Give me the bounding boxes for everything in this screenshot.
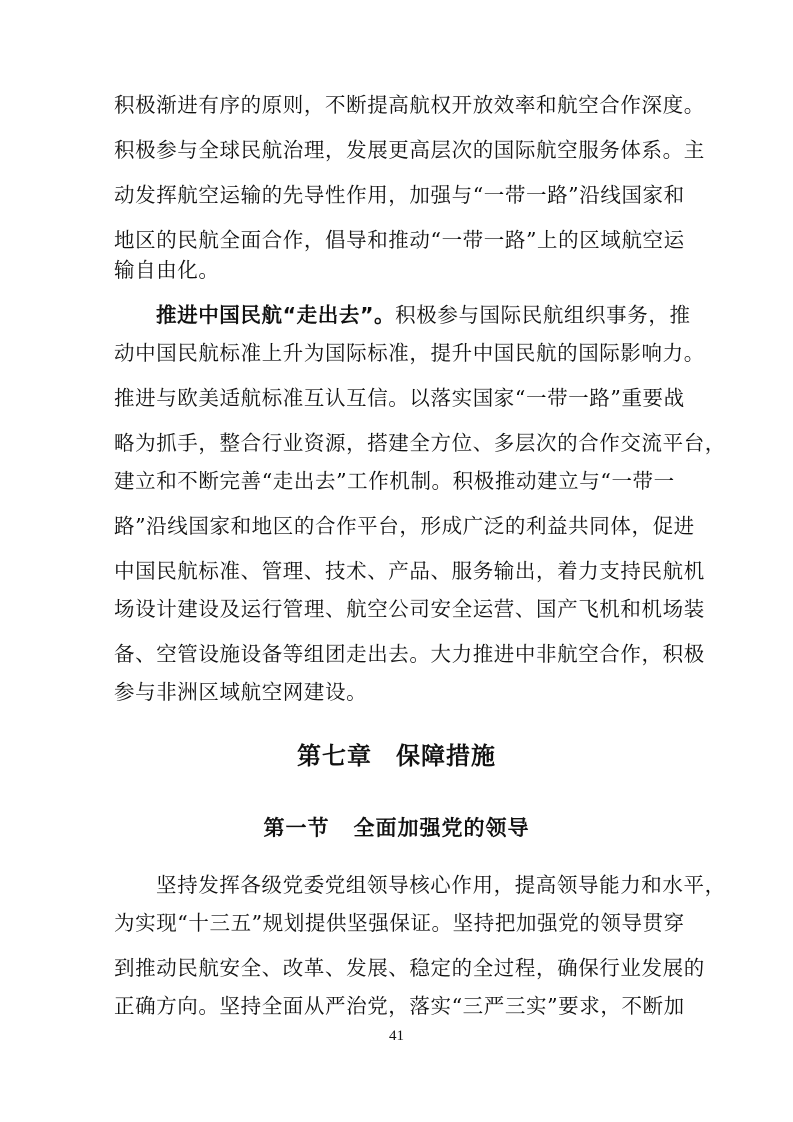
- chapter-number: 第七章: [297, 742, 372, 770]
- para3-line-3: 到推动民航安全、改革、发展、稳定的全过程，确保行业发展的: [114, 956, 705, 980]
- para3-line-2: 为实现“十三五”规划提供坚强保证。坚持把加强党的领导贯穿: [114, 911, 685, 935]
- page-number: 41: [389, 1028, 404, 1044]
- para2-line-3: 推进与欧美适航标准互认互信。以落实国家“一带一路”重要战: [114, 386, 685, 410]
- para2-bold-lead: 推进中国民航“走出去”。: [156, 303, 396, 327]
- para2-line-6: 路”沿线国家和地区的合作平台，形成广泛的利益共同体，促进: [114, 514, 695, 538]
- section-number: 第一节: [263, 816, 330, 840]
- para3-line-4: 正确方向。坚持全面从严治党，落实“三严三实”要求，不断加: [114, 994, 685, 1018]
- para1-line-4: 地区的民航全面合作，倡导和推动“一带一路”上的区域航空运: [114, 228, 685, 252]
- chapter-title: [0, 740, 793, 772]
- para1-line-5: 输自由化。: [114, 258, 220, 282]
- para2-line-4: 略为抓手，整合行业资源，搭建全方位、多层次的合作交流平台，: [114, 431, 726, 455]
- chapter-name: 保障措施: [396, 742, 496, 770]
- para3-line-1: 坚持发挥各级党委党组领导核心作用，提高领导能力和水平，: [156, 873, 726, 897]
- para2-first-rest: 积极参与国际民航组织事务，推: [395, 303, 691, 327]
- para2-line-8: 场设计建设及运行管理、航空公司安全运营、国产飞机和机场装: [114, 597, 705, 621]
- para2-line-5: 建立和不断完善“走出去”工作机制。积极推动建立与“一带一: [114, 469, 675, 493]
- section-title: [0, 813, 793, 843]
- para1-line-2: 积极参与全球民航治理，发展更高层次的国际航空服务体系。主: [114, 138, 705, 162]
- para1-line-3: 动发挥航空运输的先导性作用，加强与“一带一路”沿线国家和: [114, 183, 685, 207]
- para2-line-10: 参与非洲区域航空网建设。: [114, 680, 368, 704]
- para2-line-7: 中国民航标准、管理、技术、产品、服务输出，着力支持民航机: [114, 559, 705, 583]
- para2-line-2: 动中国民航标准上升为国际标准，提升中国民航的国际影响力。: [114, 341, 705, 365]
- section-name: 全面加强党的领导: [353, 816, 530, 840]
- para2-line-9: 备、空管设施设备等组团走出去。大力推进中非航空合作，积极: [114, 642, 705, 666]
- para2-line-1: [156, 303, 691, 327]
- para1-line-1: 积极渐进有序的原则，不断提高航权开放效率和航空合作深度。: [114, 93, 705, 117]
